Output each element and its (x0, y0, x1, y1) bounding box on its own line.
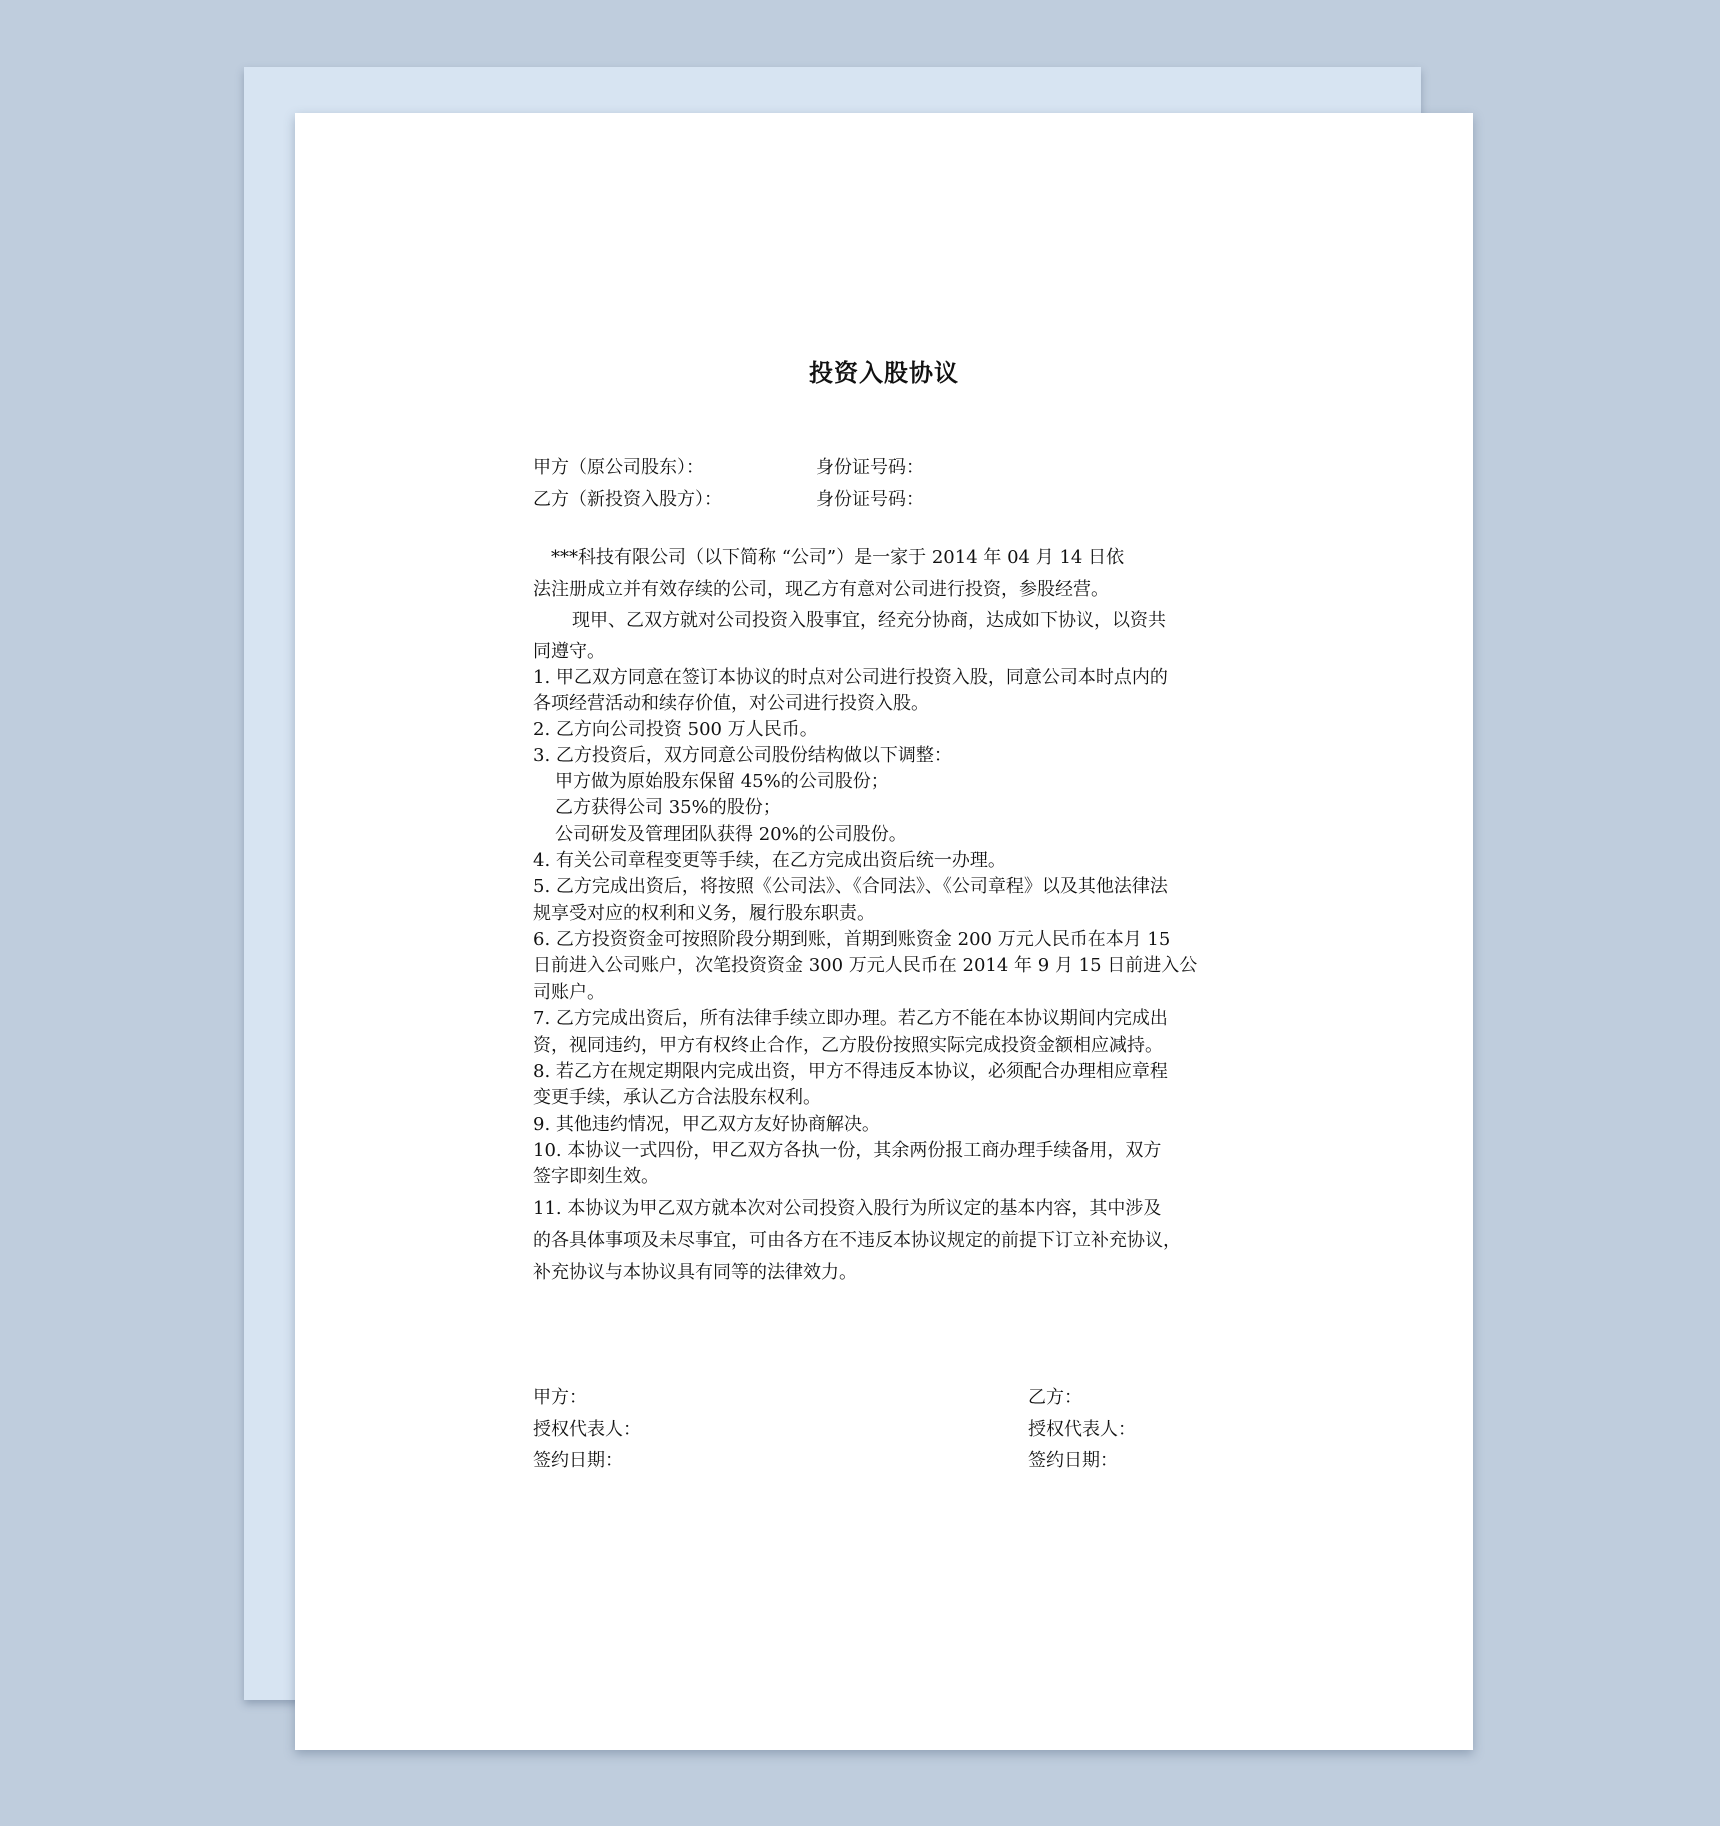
body-line: 乙方获得公司 35%的股份； (555, 797, 781, 818)
body-line: 4. 有关公司章程变更等手续，在乙方完成出资后统一办理。 (533, 850, 1006, 871)
body-line: 资，视同违约，甲方有权终止合作，乙方股份按照实际完成投资金额相应减持。 (533, 1035, 1163, 1056)
body-line: 同遵守。 (533, 641, 605, 662)
body-line: 2. 乙方向公司投资 500 万人民币。 (533, 719, 818, 740)
signature-party-b-rep: 授权代表人： (1028, 1419, 1136, 1440)
body-line: 司账户。 (533, 982, 605, 1003)
body-line: 甲方做为原始股东保留 45%的公司股份； (555, 771, 889, 792)
body-line: 11. 本协议为甲乙双方就本次对公司投资入股行为所议定的基本内容，其中涉及 (533, 1198, 1162, 1219)
body-line: ***科技有限公司（以下简称 “公司”）是一家于 2014 年 04 月 14 日依 (551, 547, 1125, 568)
body-line: 5. 乙方完成出资后，将按照《公司法》、《合同法》、《公司章程》以及其他法律法 (533, 876, 1168, 897)
signature-party-a-rep: 授权代表人： (533, 1419, 641, 1440)
body-line: 法注册成立并有效存续的公司，现乙方有意对公司进行投资，参股经营。 (533, 579, 1109, 600)
party-a-label: 甲方（原公司股东）： (533, 457, 704, 478)
body-line: 7. 乙方完成出资后，所有法律手续立即办理。若乙方不能在本协议期间内完成出 (533, 1008, 1168, 1029)
signature-party-a: 甲方： (533, 1387, 587, 1408)
signature-party-b: 乙方： (1028, 1387, 1082, 1408)
body-line: 1. 甲乙双方同意在签订本协议的时点对公司进行投资入股，同意公司本时点内的 (533, 667, 1168, 688)
body-line: 6. 乙方投资资金可按照阶段分期到账，首期到账资金 200 万元人民币在本月 15 (533, 929, 1171, 950)
body-line: 补充协议与本协议具有同等的法律效力。 (533, 1262, 857, 1283)
signature-party-b-date: 签约日期： (1028, 1450, 1118, 1471)
body-line: 日前进入公司账户，次笔投资资金 300 万元人民币在 2014 年 9 月 15 日前进入公 (533, 955, 1198, 976)
body-line: 公司研发及管理团队获得 20%的公司股份。 (555, 824, 907, 845)
body-line: 3. 乙方投资后，双方同意公司股份结构做以下调整： (533, 745, 952, 766)
signature-party-a-date: 签约日期： (533, 1450, 623, 1471)
body-line: 变更手续，承认乙方合法股东权利。 (533, 1087, 821, 1108)
body-line: 规享受对应的权利和义务，履行股东职责。 (533, 903, 875, 924)
party-b-id-label: 身份证号码： (816, 489, 924, 510)
body-line: 10. 本协议一式四份，甲乙双方各执一份，其余两份报工商办理手续备用，双方 (533, 1140, 1162, 1161)
party-a-id-label: 身份证号码： (816, 457, 924, 478)
body-line: 9. 其他违约情况，甲乙双方友好协商解决。 (533, 1114, 880, 1135)
body-line: 各项经营活动和续存价值，对公司进行投资入股。 (533, 693, 929, 714)
document-title: 投资入股协议 (809, 358, 959, 387)
body-line: 的各具体事项及未尽事宜，可由各方在不违反本协议规定的前提下订立补充协议， (533, 1230, 1181, 1251)
party-b-label: 乙方（新投资入股方）： (533, 489, 722, 510)
body-line: 8. 若乙方在规定期限内完成出资，甲方不得违反本协议，必须配合办理相应章程 (533, 1061, 1168, 1082)
body-line: 签字即刻生效。 (533, 1166, 659, 1187)
body-line: 现甲、乙双方就对公司投资入股事宜，经充分协商，达成如下协议，以资共 (572, 610, 1166, 631)
